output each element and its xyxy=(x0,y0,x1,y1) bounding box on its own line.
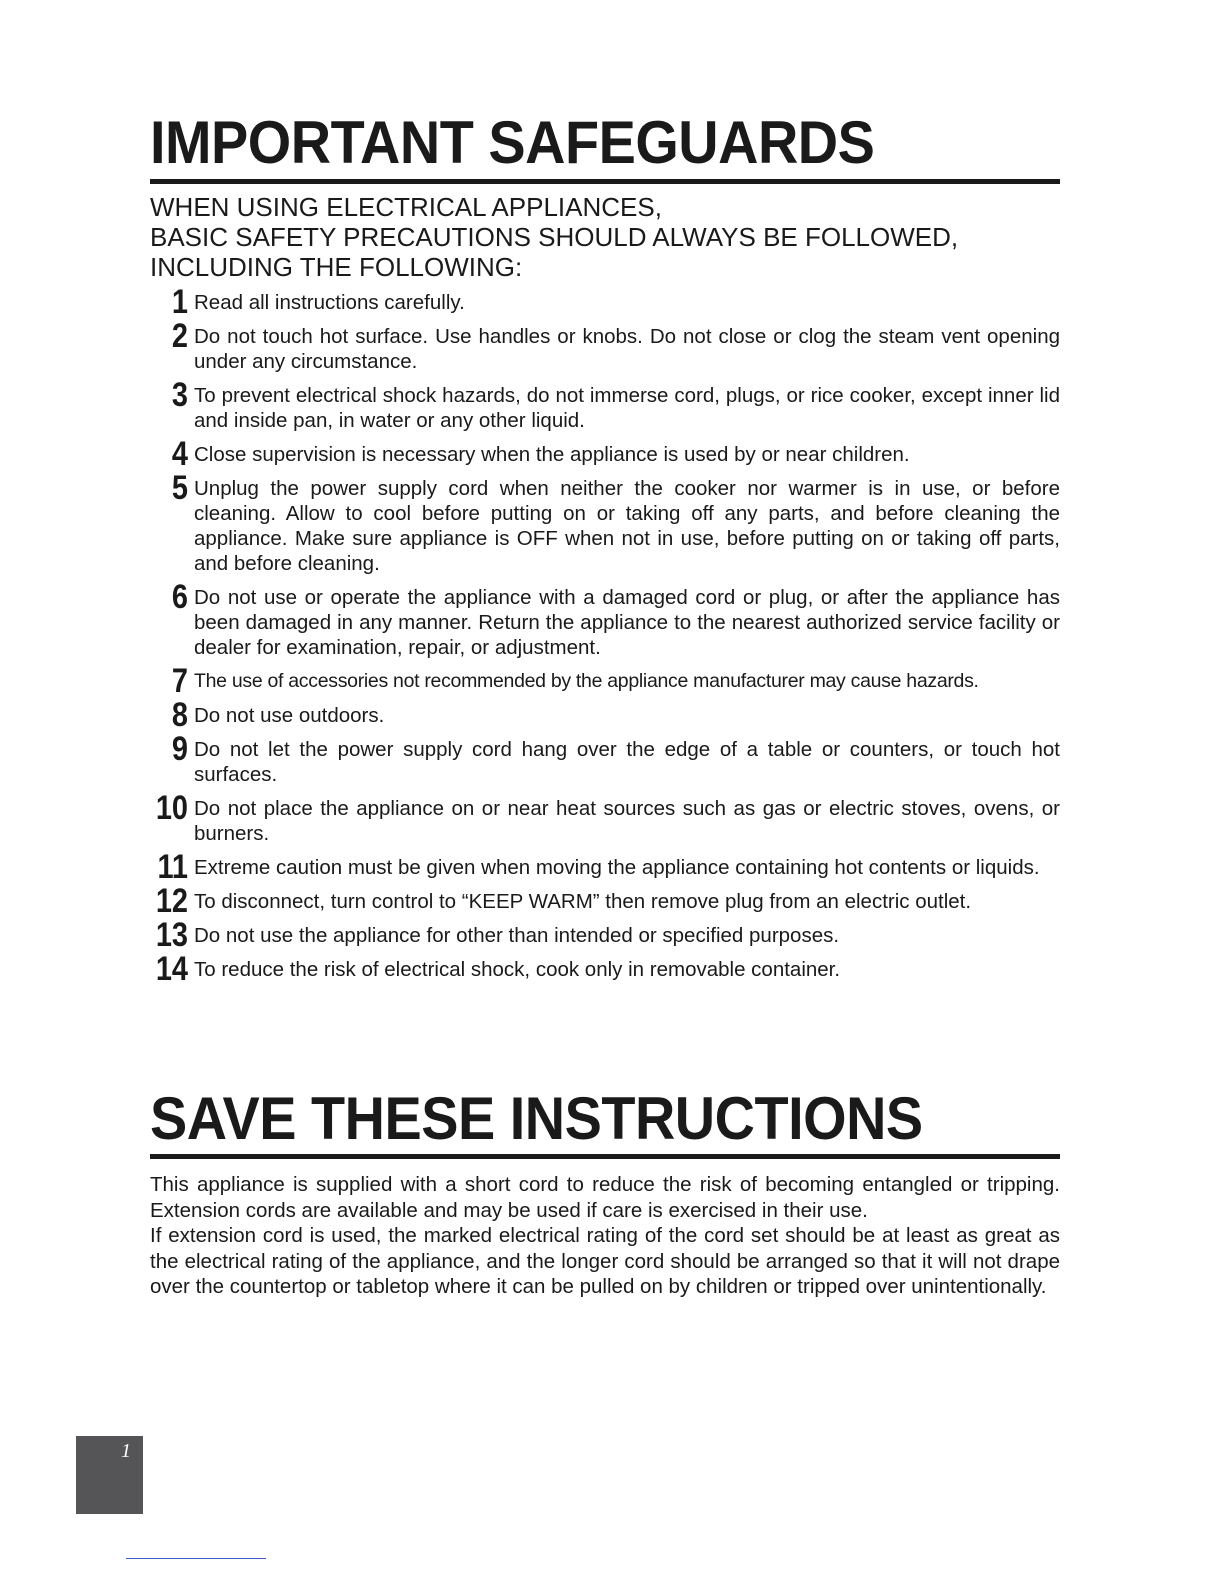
item-number: 6 xyxy=(171,578,188,616)
safeguard-item xyxy=(148,848,1060,886)
item-text: Do not touch hot surface. Use handles or knobs. Do not close or clog the steam vent opening under any circumstance. xyxy=(194,325,1060,373)
item-text: Do not place the appliance on or near heat sources such as gas or electric stoves, ovens, or burners. xyxy=(194,797,1060,845)
subtitle-line: INCLUDING THE FOLLOWING: xyxy=(150,252,523,282)
item-text: Do not use the appliance for other than intended or specified purposes. xyxy=(194,924,840,947)
item-number: 12 xyxy=(155,882,188,920)
item-number: 4 xyxy=(171,435,188,473)
safeguard-item xyxy=(148,789,1060,846)
title-rule xyxy=(150,179,1060,184)
subtitle-line: WHEN USING ELECTRICAL APPLIANCES, xyxy=(150,192,662,222)
safeguard-item xyxy=(148,916,1060,954)
item-text: Unplug the power supply cord when neither the cooker nor warmer is in use, or before cleaning. Allow to cool before putting on or taking off any parts, and before cleaning the appliance. Make sure appliance is OFF when not in use, before putting on or taking off parts, and before cleaning. xyxy=(194,477,1060,575)
item-number: 8 xyxy=(171,696,188,734)
safeguard-item xyxy=(148,950,1060,988)
safeguard-item xyxy=(148,376,1060,433)
page-title: IMPORTANT SAFEGUARDS xyxy=(150,109,875,176)
item-text: Do not use or operate the appliance with a damaged cord or plug, or after the appliance has been damaged in any manner. Return the appliance to the nearest authorized service facility or dealer for examination, repair, or adjustment. xyxy=(194,586,1060,659)
item-text: Close supervision is necessary when the appliance is used by or near children. xyxy=(194,443,910,466)
item-number: 11 xyxy=(157,848,188,886)
note-paragraph: This appliance is supplied with a short cord to reduce the risk of becoming entangled or tripping. Extension cords are available and may be used if care is exercised in their use. xyxy=(150,1173,1060,1222)
safeguard-item xyxy=(148,730,1060,787)
item-text: To prevent electrical shock hazards, do not immerse cord, plugs, or rice cooker, except inner lid and inside pan, in water or any other liquid. xyxy=(194,384,1060,432)
safeguard-item xyxy=(148,317,1060,374)
save-instructions-title: SAVE THESE INSTRUCTIONS xyxy=(150,1085,923,1152)
safeguard-item xyxy=(148,283,1060,321)
item-number: 1 xyxy=(171,283,188,321)
page-number-tab xyxy=(76,1436,143,1514)
item-text: To disconnect, turn control to “KEEP WARM” then remove plug from an electric outlet. xyxy=(194,890,972,913)
item-number: 14 xyxy=(155,950,188,988)
safeguard-item xyxy=(148,578,1060,660)
item-text: Do not use outdoors. xyxy=(194,704,385,727)
page-number: 1 xyxy=(121,1440,131,1462)
item-number: 2 xyxy=(171,317,188,355)
item-number: 13 xyxy=(155,916,188,954)
item-number: 10 xyxy=(155,789,188,827)
subtitle xyxy=(150,192,1060,282)
extension-cord-note xyxy=(150,1172,1060,1300)
item-text: The use of accessories not recommended by the appliance manufacturer may cause hazards. xyxy=(194,670,979,692)
item-text: Extreme caution must be given when moving the appliance containing hot contents or liquids. xyxy=(194,856,1040,879)
item-number: 9 xyxy=(171,730,188,768)
item-text: Read all instructions carefully. xyxy=(194,291,465,314)
safeguard-item xyxy=(148,696,1060,734)
safeguard-item xyxy=(148,662,1060,700)
save-title-rule xyxy=(150,1154,1060,1159)
safeguard-item xyxy=(148,882,1060,920)
note-paragraph: If extension cord is used, the marked electrical rating of the cord set should be at least as great as the electrical rating of the appliance, and the longer cord should be arranged so that it will not drape over the countertop or tabletop where it can be pulled on by children or tripped over unintentionally. xyxy=(150,1224,1060,1298)
subtitle-line: BASIC SAFETY PRECAUTIONS SHOULD ALWAYS BE FOLLOWED, xyxy=(150,222,959,252)
footer-link-underline xyxy=(126,1558,266,1559)
safeguards-list xyxy=(148,283,1060,991)
item-number: 7 xyxy=(171,662,188,700)
item-text: To reduce the risk of electrical shock, cook only in removable container. xyxy=(194,958,841,981)
item-number: 5 xyxy=(171,469,188,507)
item-number: 3 xyxy=(171,376,188,414)
safeguard-item xyxy=(148,435,1060,473)
safeguard-item xyxy=(148,469,1060,576)
item-text: Do not let the power supply cord hang over the edge of a table or counters, or touch hot surfaces. xyxy=(194,738,1060,786)
